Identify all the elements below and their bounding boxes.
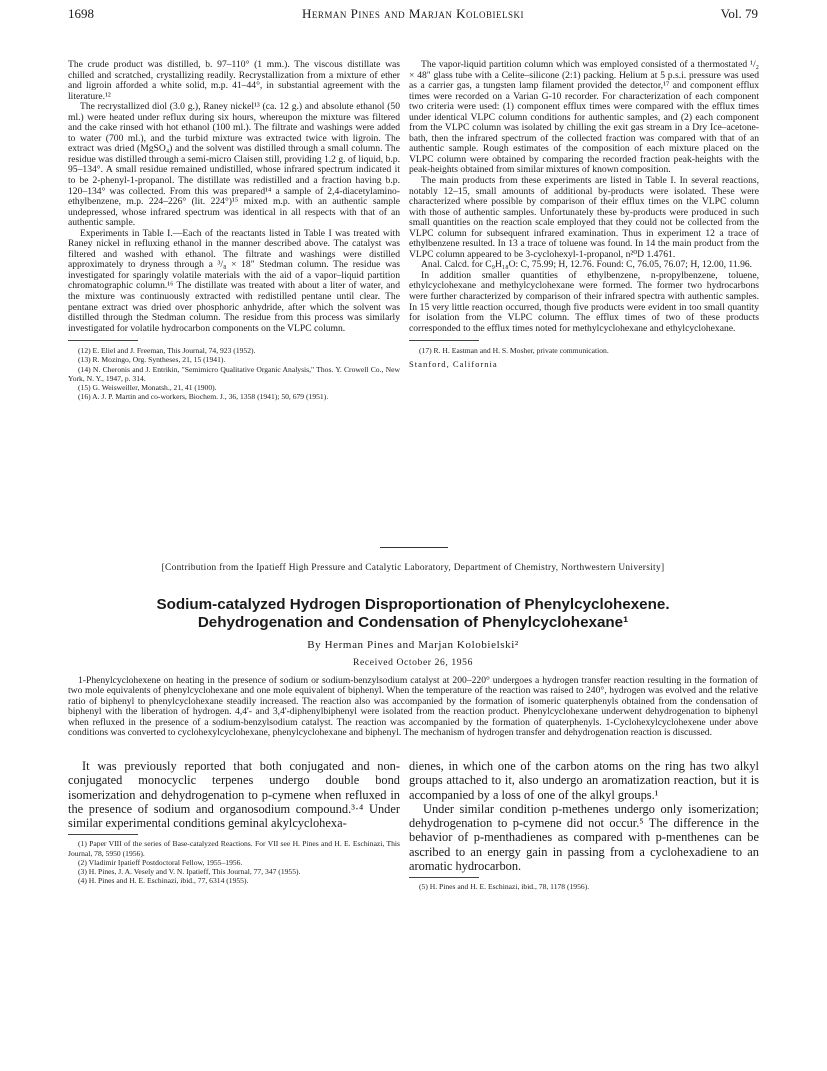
footnote-divider [409, 340, 479, 341]
left-column [68, 60, 400, 401]
footnote: (2) Vladimir Ipatieff Postdoctoral Fellow, 1955–1956. [78, 857, 243, 867]
footnote: (3) H. Pines, J. A. Vesely and V. N. Ipatieff, This Journal, 77, 347 (1955). [78, 867, 301, 877]
paragraph: The crude product was distilled, b. 97–110° (1 mm.). The viscous distillate was chilled and scratched, crystallizing readily. Recrystallization from a mixture of ether and ligroin afforded a white solid, m.p. 41–44°, in substantial agreement with the literature.¹² [68, 59, 400, 102]
footnote: (13) R. Mozingo, Org. Syntheses, 21, 15 (1941). [78, 355, 226, 365]
right-column [409, 60, 759, 370]
paragraph: The vapor-liquid partition column which was employed consisted of a thermostated ¹/₂ × 48" glass tube with a Celite–silicone (2:1) packing. Helium at 5 p.s.i. pressure was used as a carrier gas, a tungsten lamp filament provided the detector,¹⁷ and component efflux times were recorded on a Varian G-10 recorder. For characterization of each component two criteria were used: (1) component efflux times were compared with the efflux times under identical VLPC column conditions for authentic samples, and (2) each component from the VLPC column was isolated by chilling the exit gas stream in a Dry Ice–acetone-bath, then the infrared spectrum of the collected fraction was compared with that of an authentic sample. Rough estimates of the composition of each mixture placed on the VLPC column were obtained by comparing the recorded fraction peak-heights with the peak-heights obtained from similar mixtures of known composition. [409, 59, 759, 176]
title-line: Sodium-catalyzed Hydrogen Disproportionation of Phenylcyclohexene. [156, 596, 670, 613]
paragraph: In addition smaller quantities of ethylbenzene, n-propylbenzene, toluene, ethylcyclohexane and methylcyclohexane were formed. The former two hydrocarbons were further characterized by comparison of their infrared spectra with authentic samples. In 15 very little reaction occurred, though five products were evident in too small quantity for isolation from the VLPC column. The efflux times of two of these products corresponded to the efflux times noted for methylcyclohexane and ethylcyclohexane. [409, 269, 759, 334]
footnote: (12) E. Eliel and J. Freeman, This Journal, 74, 923 (1952). [78, 346, 256, 356]
footnote: (1) Paper VIII of the series of Base-catalyzed Reactions. For VII see H. Pines and H. E. Eschinazi, This Journal, 78, 5950 (1956). [68, 839, 400, 858]
running-head [68, 6, 758, 24]
footnote: (14) N. Cheronis and J. Entrikin, "Semimicro Qualitative Organic Analysis," Thos. Y. Crowell Co., New York, N. Y., 1947, p. 314. [68, 364, 400, 383]
paragraph: Under similar condition p-methenes undergo only isomerization; dehydrogenation to p-cymene did not occur.⁵ The difference in the behavior of p-menthadienes as compared with p-menthenes can be ascribed to an energy gain in passing from a cyclohexadiene to an aromatic hydrocarbon. [409, 801, 759, 874]
paragraph: It was previously reported that both conjugated and non-conjugated monocyclic terpenes undergo double bond isomerization and dehydrogenation to p-cymene when refluxed in the presence of sodium and organosodium compound.³·⁴ Under similar experimental conditions geminal akylcyclohexa- [68, 759, 400, 831]
footnote: (4) H. Pines and H. E. Eschinazi, ibid., 77, 6314 (1955). [78, 876, 249, 886]
author-location: Stanford, California [409, 359, 498, 370]
footnote: (5) H. Pines and H. E. Eschinazi, ibid., 78, 1178 (1956). [419, 882, 590, 892]
footnote-divider [68, 340, 138, 341]
byline: By Herman Pines and Marjan Kolobielski² [307, 639, 519, 651]
footnote: (15) G. Weisweiller, Monatsh., 21, 41 (1900). [78, 383, 217, 393]
body-left-column [68, 759, 400, 886]
paragraph: dienes, in which one of the carbon atoms on the ring has two alkyl groups attached to it, also undergo an aromatization reaction, but it is accompanied by a loss of one of the alkyl groups.¹ [409, 759, 759, 802]
running-head-authors: Herman Pines and Marjan Kolobielski [301, 6, 525, 21]
footnote: (17) R. H. Eastman and H. S. Mosher, private communication. [419, 346, 609, 356]
paragraph: The recrystallized diol (3.0 g.), Raney nickel¹³ (ca. 12 g.) and absolute ethanol (50 ml.) were heated under reflux during six hours, whereupon the mixture was filtered and the cake rinsed with hot ethanol (100 ml.). The filtrate and washings were added to water (700 ml.), and the turbid mixture was extracted twice with ligroin. The extract was dried (MgSO₄) and the solvent was distilled through a small column. The residue was distilled through a semi-micro Claisen still, providing 1.2 g. of liquid, b.p. 95–134°. A small residue remained undistilled, whose infrared spectrum indicated it to be 2-phenyl-1-propanol. The distillate was redistilled and a fraction having b.p. 120–134° was collected. From this was prepared¹⁴ a sample of 2,4-diacetylamino-ethylbenzene, m.p. 224–226° (lit. 224°)¹⁵ mixed m.p. with an authentic sample undepressed, whose infrared spectrum was identical in all respects with that of an authentic sample. [68, 101, 400, 229]
received-date: Received October 26, 1956 [353, 657, 473, 668]
contribution-line: [Contribution from the Ipatieff High Pressure and Catalytic Laboratory, Department of Chemistry, Northwestern University] [161, 563, 665, 573]
article-title [68, 596, 758, 632]
article-divider [380, 547, 448, 548]
paragraph: Anal. Calcd. for C₉H₁₈O: C, 75.99; H, 12.76. Found: C, 76.05, 76.07; H, 12.00, 11.96. [421, 259, 753, 271]
page-number: 1698 [68, 6, 94, 21]
footnote: (16) A. J. P. Martin and co-workers, Biochem. J., 36, 1358 (1941); 50, 679 (1951). [78, 392, 329, 402]
title-line: Dehydrogenation and Condensation of Phenylcyclohexane¹ [197, 614, 629, 631]
body-right-column [409, 759, 759, 892]
abstract: 1-Phenylcyclohexene on heating in the presence of sodium or sodium-benzylsodium catalyst at 200–220° undergoes a hydrogen transfer reaction resulting in the formation of two mole equivalents of phenylcyclohexane and one mole equivalent of biphenyl. When the temperature of the reaction was raised to 240°, hydrogen was evolved and the relative ratio of biphenyl to phenylcyclohexane steadily increased. The reaction also was accompanied by the formation of isomeric quaterphenyls obtained from the condensation of biphenyl with the liberation of hydrogen. 4,4'- and 3,4'-diphenylbiphenyl were isolated from the reaction product. Phenylcyclohexane underwent dehydrogenation to biphenyl when refluxed in the presence of a sodium-benzylsodium catalyst. The reaction was accompanied by the formation of quaterphenyls. 1-Cyclohexylcyclohexene under above conditions was converted to cyclohexylcyclohexane, phenylcyclohexane and biphenyl. The mechanism of hydrogen transfer and dehydrogenation reaction is discussed. [68, 675, 758, 739]
footnote-divider [68, 834, 138, 835]
volume-label: Vol. 79 [720, 6, 758, 21]
paragraph: The main products from these experiments are listed in Table I. In several reactions, notably 12–15, small amounts of additional by-products were isolated. These were characterized where possible by comparison of their efflux times on the VLPC column with those of authentic samples. Unfortunately these by-products were produced in such small quantities on the reaction scale employed that they could not be collected from the VLPC column for subsequent infrared examination. Thus in experiment 12 a trace of ethylbenzene resulted. In 13 a trace of toluene was found. In 14 the main product from the VLPC column appeared to be 3-cyclohexyl-1-propanol, n²⁰D 1.4761. [409, 175, 759, 260]
paragraph: Experiments in Table I.—Each of the reactants listed in Table I was treated with Raney nickel in refluxing ethanol in the manner described above. The catalyst was filtered and washed with ethanol. The filtrate and washings were distilled approximately to dryness through a ³/₈ × 18" Stedman column. The residue was investigated for sparingly volatile materials with the aid of a vapor–liquid partition chromatographic column.¹⁶ The distillate was treated with about a liter of water, and the mixture was continuously extracted with redistilled pentane until clear. The pentane extract was dried over phosphoric anhydride, after which the solvent was distilled through the Stedman column. The residue from this process was similarly investigated for volatile hydrocarbon components on the VLPC column. [68, 227, 400, 334]
footnote-divider [409, 877, 479, 878]
